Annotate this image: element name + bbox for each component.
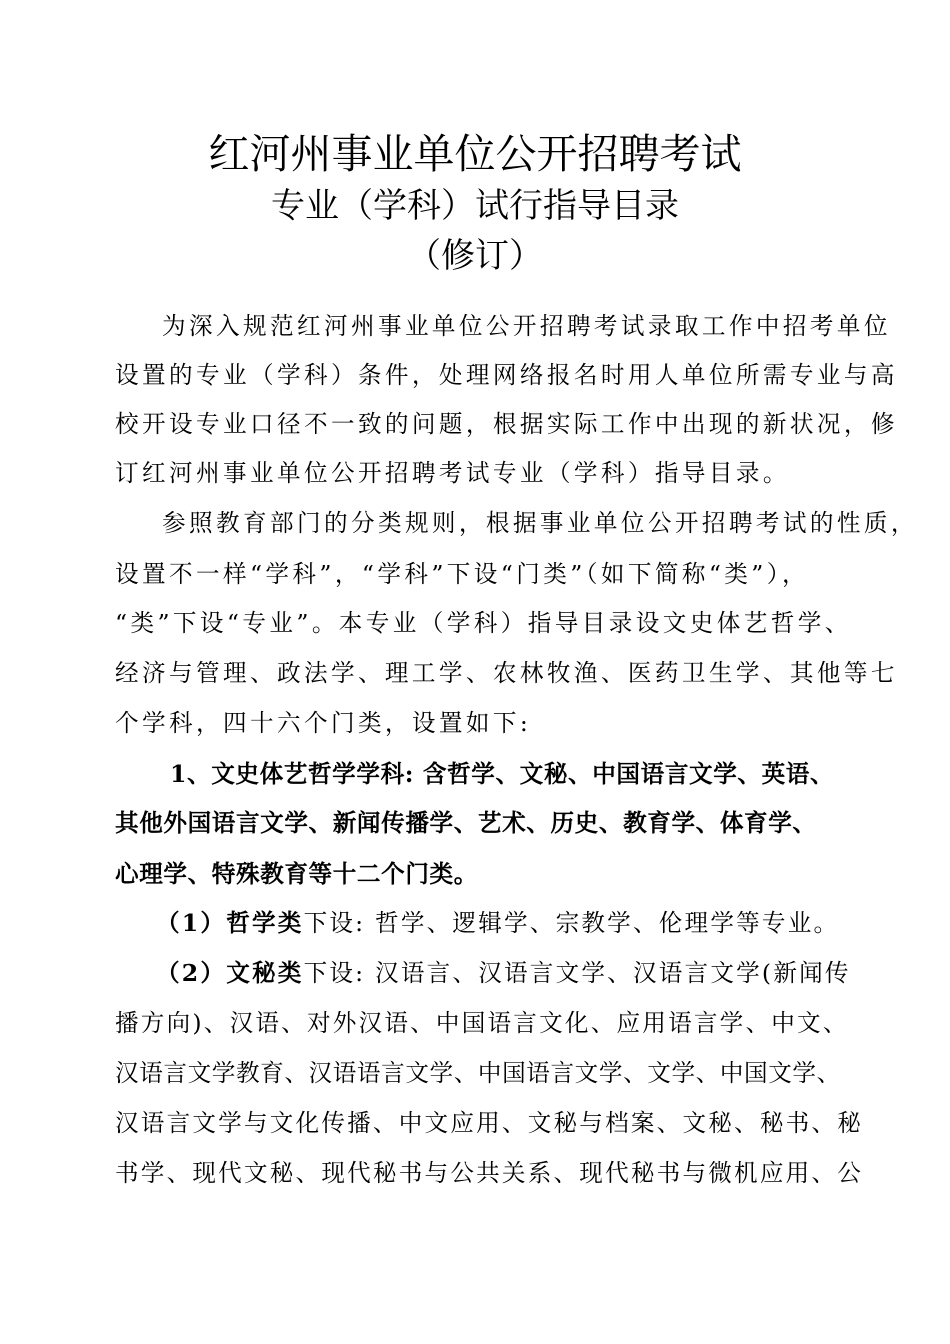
title-line-3: （修订） — [407, 236, 543, 276]
paragraph-2-line: “类”下设“专业”。本专业（学科）指导目录设文史体艺哲学、 — [115, 609, 852, 637]
item-2-label: （2）文秘类 — [156, 959, 304, 987]
paragraph-1-line: 订红河州事业单位公开招聘考试专业（学科）指导目录。 — [115, 459, 790, 487]
title-line-2: 专业（学科）试行指导目录 — [271, 186, 679, 226]
item-2-line: 汉语言文学教育、汉语语言文学、中国语言文学、文学、中国文学、 — [115, 1059, 841, 1087]
item-2-line: 汉语言文学与文化传播、中文应用、文秘与档案、文秘、秘书、秘 — [115, 1109, 864, 1137]
paragraph-2-line: 参照教育部门的分类规则，根据事业单位公开招聘考试的性质， — [162, 509, 918, 537]
paragraph-2-line: 个学科，四十六个门类，设置如下: — [115, 709, 532, 737]
item-1-text: 下设: 哲学、逻辑学、宗教学、伦理学等专业。 — [303, 909, 840, 937]
item-2-line: 播方向)、汉语、对外汉语、中国语言文化、应用语言学、中文、 — [115, 1009, 849, 1037]
paragraph-1-line: 校开设专业口径不一致的问题，根据实际工作中出现的新状况，修 — [115, 410, 898, 438]
paragraph-1-line: 设置的专业（学科）条件，处理网络报名时用人单位所需专业与高 — [115, 361, 898, 389]
paragraph-2-line: 经济与管理、政法学、理工学、农林牧渔、医药卫生学、其他等七 — [115, 659, 898, 687]
item-2-line: 书学、现代文秘、现代秘书与公共关系、现代秘书与微机应用、公 — [115, 1159, 864, 1187]
section-1-line: 1、文史体艺哲学学科: 含哲学、文秘、中国语言文学、英语、 — [170, 760, 835, 788]
item-2-first-text: 下设: 汉语言、汉语言文学、汉语言文学(新闻传 — [303, 959, 851, 987]
section-1-line: 其他外国语言文学、新闻传播学、艺术、历史、教育学、体育学、 — [115, 809, 817, 837]
title-line-1: 红河州事业单位公开招聘考试 — [208, 130, 742, 178]
section-1-line: 心理学、特殊教育等十二个门类。 — [115, 860, 478, 888]
item-1-label: （1）哲学类 — [156, 909, 304, 937]
paragraph-1-line: 为深入规范红河州事业单位公开招聘考试录取工作中招考单位 — [162, 312, 891, 340]
item-1 — [156, 906, 839, 940]
item-2 — [156, 956, 851, 990]
paragraph-2-line: 设置不一样“学科”，“学科”下设“门类”（如下简称“类”）， — [115, 560, 809, 588]
